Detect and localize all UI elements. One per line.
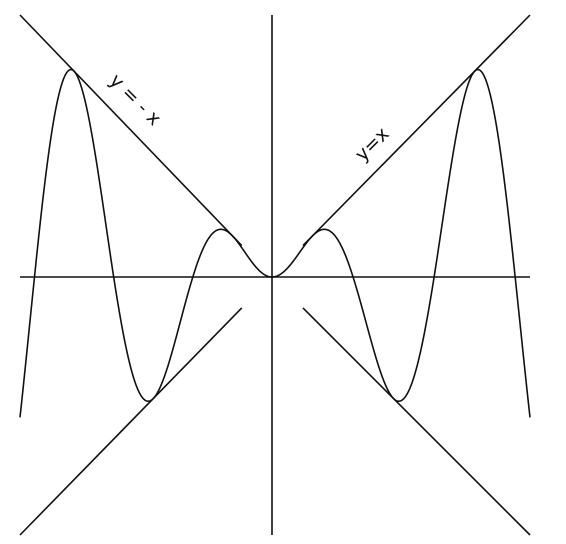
series-line-x-sin-x: [20, 70, 530, 418]
annotation-y-equals-minus-x: y = - x: [104, 69, 166, 131]
annotation-y-equals-x: y=x: [350, 123, 394, 166]
envelope-line-y-equals-x: [20, 15, 530, 535]
